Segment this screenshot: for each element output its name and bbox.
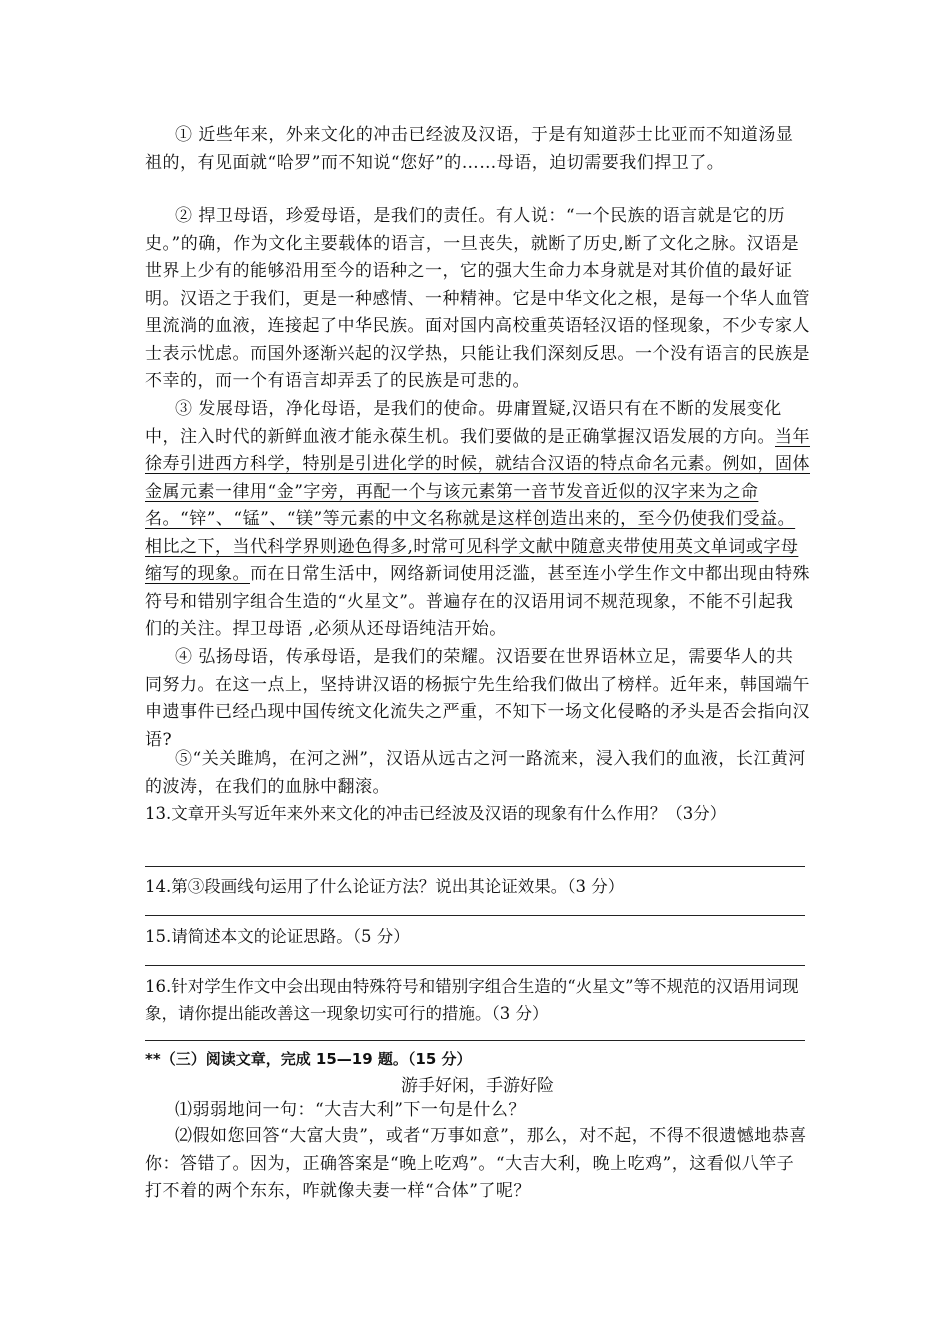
section-3-paragraph-1: ⑴弱弱地问一句：“大吉大利”下一句是什么？ [175, 1100, 526, 1120]
answer-line-13[interactable] [145, 866, 805, 867]
question-13: 13.文章开头写近年来外来文化的冲击已经波及汉语的现象有什么作用？（3分） [145, 804, 727, 823]
paragraph-1: ① 近些年来，外来文化的冲击已经波及汉语，于是有知道莎士比亚而不知道汤显祖的，有见面就“哈罗”而不知说“您好”的……母语，迫切需要我们捍卫了。 [145, 125, 794, 173]
question-16: 16.针对学生作文中会出现由特殊符号和错别字组合生造的“火星文”等不规范的汉语用词现象，请你提出能改善这一现象切实可行的措施。（3 分） [145, 977, 799, 1023]
paragraph-3-intro: ③ 发展母语，净化母语，是我们的使命。毋庸置疑,汉语只有在不断的发展变化中，注入时代的新鲜血液才能永葆生机。我们要做的是正确掌握汉语发展的方向。 [145, 399, 782, 447]
paragraph-3-underlined-sentence: 当年徐寿引进西方科学，特别是引进化学的时候，就结合汉语的特点命名元素。例如，固体金属元素一律用“金”字旁，再配一个与该元素第一音节发音近似的汉字来为之命名。“锌”、“锰”、“镁”等元素的中文名称就是这样创造出来的，至今仍使我们受益。相比之下，当代科学界则逊色得多,时常可见科学文献中随意夹带使用英文单词或字母缩写的现象。 [145, 426, 810, 584]
section-3-paragraph-2: ⑵假如您回答“大富大贵”，或者“万事如意”，那么，对不起，不得不很遗憾地恭喜你：答错了。因为，正确答案是“晚上吃鸡”。“大吉大利，晚上吃鸡”，这看似八竿子打不着的两个东东，咋就像夫妻一样“合体”了呢？ [145, 1126, 807, 1201]
paragraph-3 [145, 396, 810, 644]
question-14: 14.第③段画线句运用了什么论证方法？说出其论证效果。（3 分） [145, 877, 625, 896]
answer-line-15[interactable] [145, 965, 805, 966]
section-3-heading: **（三）阅读文章，完成 15—19 题。（15 分） [145, 1050, 472, 1068]
answer-line-16[interactable] [145, 1040, 805, 1041]
answer-line-14[interactable] [145, 915, 805, 916]
paragraph-3-rest: 而在日常生活中，网络新词使用泛滥，甚至连小学生作文中都出现由特殊符号和错别字组合生造的“火星文”。普遍存在的汉语用词不规范现象，不能不引起我们的关注。捍卫母语 ,必须从还母语纯洁开始。 [145, 564, 810, 639]
question-15: 15.请简述本文的论证思路。（5 分） [145, 927, 410, 946]
article-title: 游手好闲，手游好险 [401, 1076, 554, 1096]
paragraph-2: ② 捍卫母语，珍爱母语，是我们的责任。有人说：“一个民族的语言就是它的历史。”的确，作为文化主要载体的语言，一旦丧失，就断了历史,断了文化之脉。汉语是世界上少有的能够沿用至今的语种之一，它的强大生命力本身就是对其价值的最好证明。汉语之于我们，更是一种感情、一种精神。它是中华文化之根，是每一个华人血管里流淌的血液，连接起了中华民族。面对国内高校重英语轻汉语的怪现象，不少专家人士表示忧虑。而国外逐渐兴起的汉学热，只能让我们深刻反思。一个没有语言的民族是不幸的，而一个有语言却弄丢了的民族是可悲的。 [145, 206, 810, 391]
paragraph-5: ⑤“关关雎鸠，在河之洲”，汉语从远古之河一路流来，浸入我们的血液，长江黄河的波涛，在我们的血脉中翻滚。 [145, 749, 806, 797]
paragraph-4: ④ 弘扬母语，传承母语，是我们的荣耀。汉语要在世界语林立足，需要华人的共同努力。在这一点上，坚持讲汉语的杨振宁先生给我们做出了榜样。近年来，韩国端午申遗事件已经凸现中国传统文化流失之严重，不知下一场文化侵略的矛头是否会指向汉语? [145, 647, 810, 750]
